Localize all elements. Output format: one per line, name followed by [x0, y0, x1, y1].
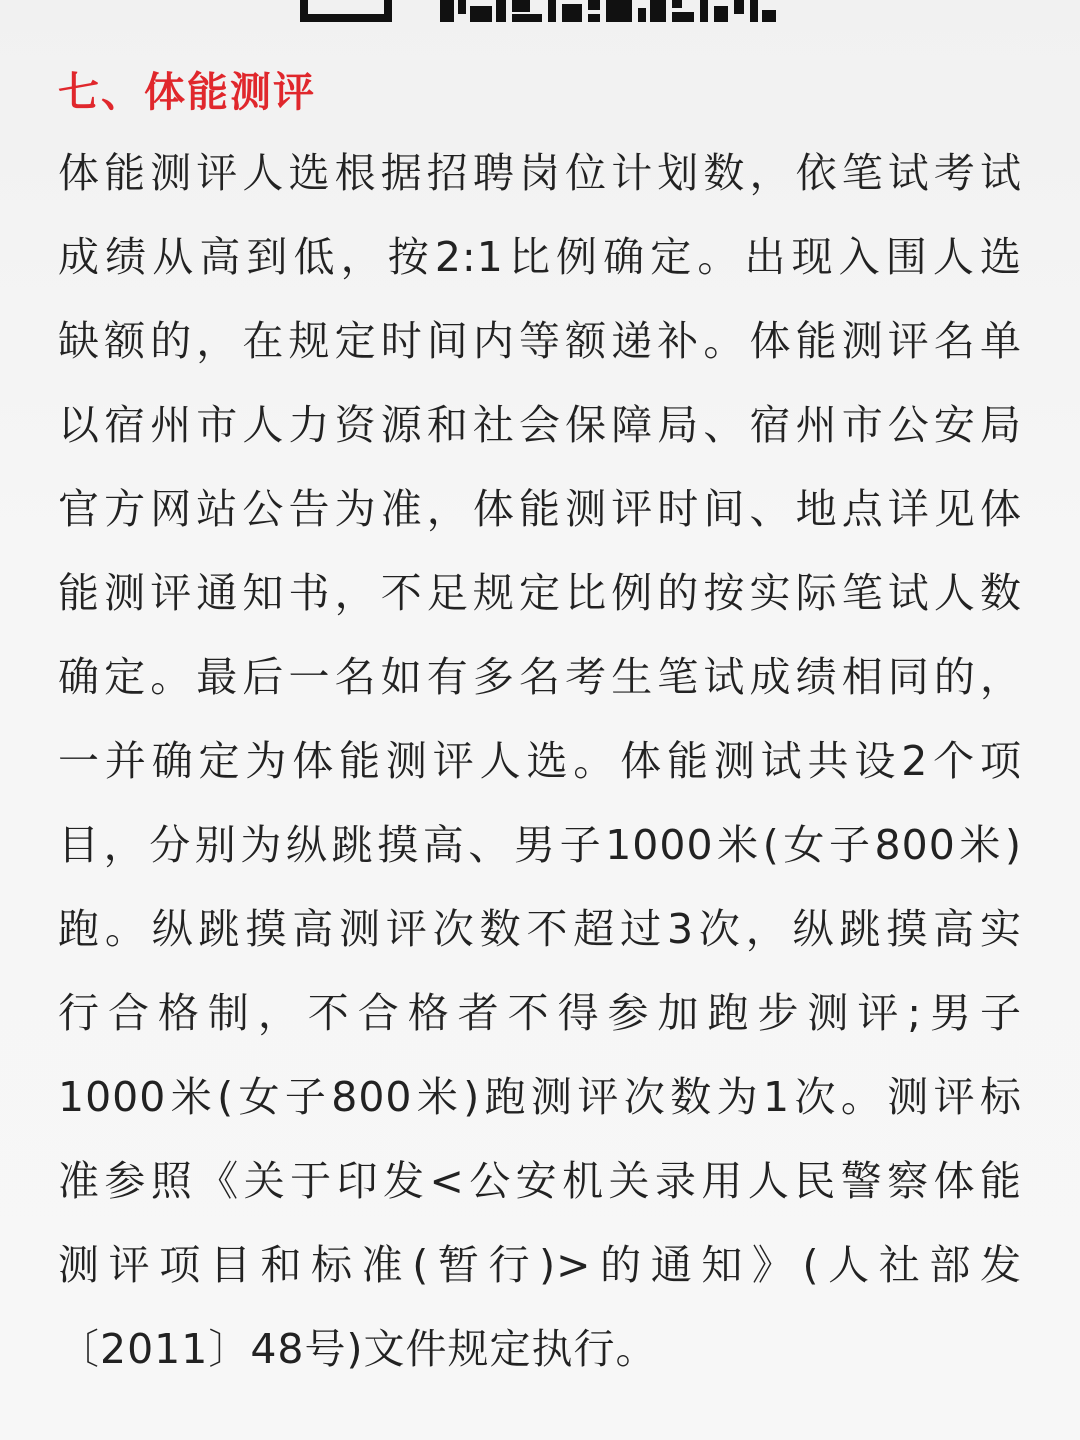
body-line-9: 目，分别为纵跳摸高、男子1000米(女子800米) — [58, 821, 1022, 869]
body-line-3: 缺额的，在规定时间内等额递补。体能测评名单 — [58, 317, 1022, 365]
body-line-14: 测评项目和标准(暂行)>的通知》(人社部发 — [58, 1241, 1022, 1289]
section-title: 七、体能测评 — [58, 68, 316, 116]
body-line-11: 行合格制，不合格者不得参加跑步测评;男子 — [58, 989, 1022, 1037]
body-line-6: 能测评通知书，不足规定比例的按实际笔试人数 — [58, 569, 1022, 617]
body-line-10: 跑。纵跳摸高测评次数不超过3次，纵跳摸高实 — [58, 905, 1022, 953]
body-line-5: 官方网站公告为准，体能测评时间、地点详见体 — [58, 485, 1022, 533]
body-line-7: 确定。最后一名如有多名考生笔试成绩相同的， — [58, 653, 1022, 701]
body-line-13: 准参照《关于印发<公安机关录用人民警察体能 — [58, 1157, 1022, 1205]
qr-code-icon — [300, 0, 778, 24]
body-line-1: 体能测评人选根据招聘岗位计划数，依笔试考试 — [58, 149, 1022, 197]
body-paragraph — [58, 131, 1022, 1391]
body-line-2: 成绩从高到低，按2:1比例确定。出现入围人选 — [58, 233, 1022, 281]
body-line-8: 一并确定为体能测评人选。体能测试共设2个项 — [58, 737, 1022, 785]
body-line-4: 以宿州市人力资源和社会保障局、宿州市公安局 — [58, 401, 1022, 449]
body-line-12: 1000米(女子800米)跑测评次数为1次。测评标 — [58, 1073, 1022, 1121]
body-line-15: 〔2011〕48号)文件规定执行。 — [58, 1325, 658, 1373]
